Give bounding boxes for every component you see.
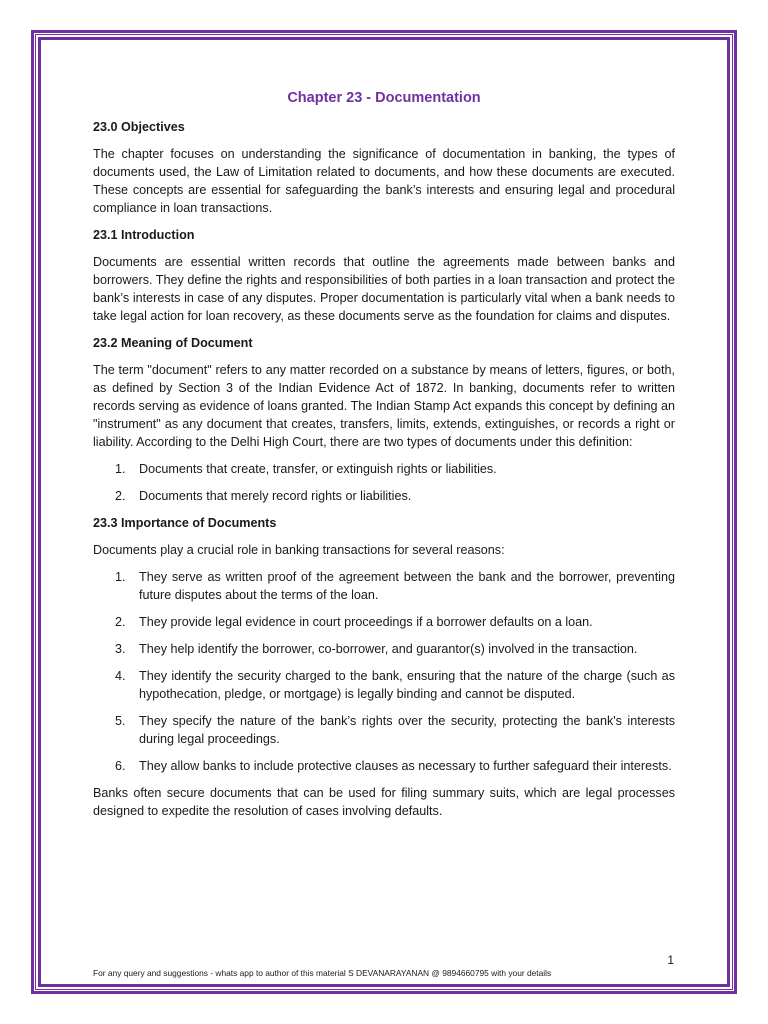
list-item — [93, 757, 675, 775]
section-heading-introduction: 23.1 Introduction — [93, 228, 195, 242]
list-number: 6. — [115, 759, 126, 773]
list-item-text: Documents that merely record rights or liabilities. — [139, 489, 412, 503]
list-item — [93, 667, 675, 703]
list-item — [93, 613, 675, 631]
list-number: 5. — [115, 714, 126, 728]
list-item-text: They specify the nature of the bank’s rights over the security, protecting the bank's interests during legal proceedings. — [139, 714, 675, 746]
chapter-title: Chapter 23 - Documentation — [287, 90, 481, 106]
list-item — [93, 640, 675, 658]
list-item-text: They serve as written proof of the agreement between the bank and the borrower, preventing future disputes about the terms of the loan. — [139, 570, 675, 602]
importance-list — [93, 568, 675, 775]
list-number: 1. — [115, 570, 126, 584]
list-number: 2. — [115, 489, 126, 503]
list-number: 1. — [115, 462, 126, 476]
paragraph-importance-intro: Documents play a crucial role in banking transactions for several reasons: — [93, 543, 505, 557]
list-item-text: Documents that create, transfer, or extinguish rights or liabilities. — [139, 462, 497, 476]
list-item — [93, 568, 675, 604]
list-item — [93, 712, 675, 748]
list-item — [93, 487, 675, 505]
section-heading-objectives: 23.0 Objectives — [93, 120, 185, 134]
list-number: 4. — [115, 669, 126, 683]
list-number: 2. — [115, 615, 126, 629]
document-body — [93, 88, 675, 829]
page-footer: For any query and suggestions - whats app to author of this material S DEVANARAYANAN @ 9894660795 with your details — [93, 968, 552, 978]
list-item — [93, 460, 675, 478]
paragraph-objectives: The chapter focuses on understanding the significance of documentation in banking, the types of documents used, the Law of Limitation related to documents, and how these documents are executed. These concepts are essential for safeguarding the bank’s interests and ensuring legal and procedural compliance in loan transactions. — [93, 147, 675, 215]
paragraph-importance-closing: Banks often secure documents that can be used for filing summary suits, which are legal processes designed to expedite the resolution of cases involving defaults. — [93, 786, 675, 818]
list-item-text: They provide legal evidence in court proceedings if a borrower defaults on a loan. — [139, 615, 593, 629]
list-item-text: They identify the security charged to the bank, ensuring that the nature of the charge (such as hypothecation, pledge, or mortgage) is legally binding and cannot be disputed. — [139, 669, 675, 701]
list-item-text: They allow banks to include protective clauses as necessary to further safeguard their interests. — [139, 759, 672, 773]
section-heading-meaning: 23.2 Meaning of Document — [93, 336, 253, 350]
list-item-text: They help identify the borrower, co-borrower, and guarantor(s) involved in the transaction. — [139, 642, 638, 656]
list-number: 3. — [115, 642, 126, 656]
paragraph-introduction: Documents are essential written records that outline the agreements made between banks and borrowers. They define the rights and responsibilities of both parties in a loan transaction and protect the bank’s interests in case of any disputes. Proper documentation is particularly vital when a bank needs to take legal action for loan recovery, as these documents serve as the foundation for claims and disputes. — [93, 255, 675, 323]
meaning-list — [93, 460, 675, 505]
section-heading-importance: 23.3 Importance of Documents — [93, 516, 277, 530]
page-number: 1 — [667, 953, 674, 967]
paragraph-meaning: The term "document" refers to any matter recorded on a substance by means of letters, figures, or both, as defined by Section 3 of the Indian Evidence Act of 1872. In banking, documents refer to written records serving as evidence of loans granted. The Indian Stamp Act expands this concept by defining an "instrument" as any document that creates, transfers, limits, extends, extinguishes, or records a right or liability. According to the Delhi High Court, there are two types of documents under this definition: — [93, 363, 675, 449]
